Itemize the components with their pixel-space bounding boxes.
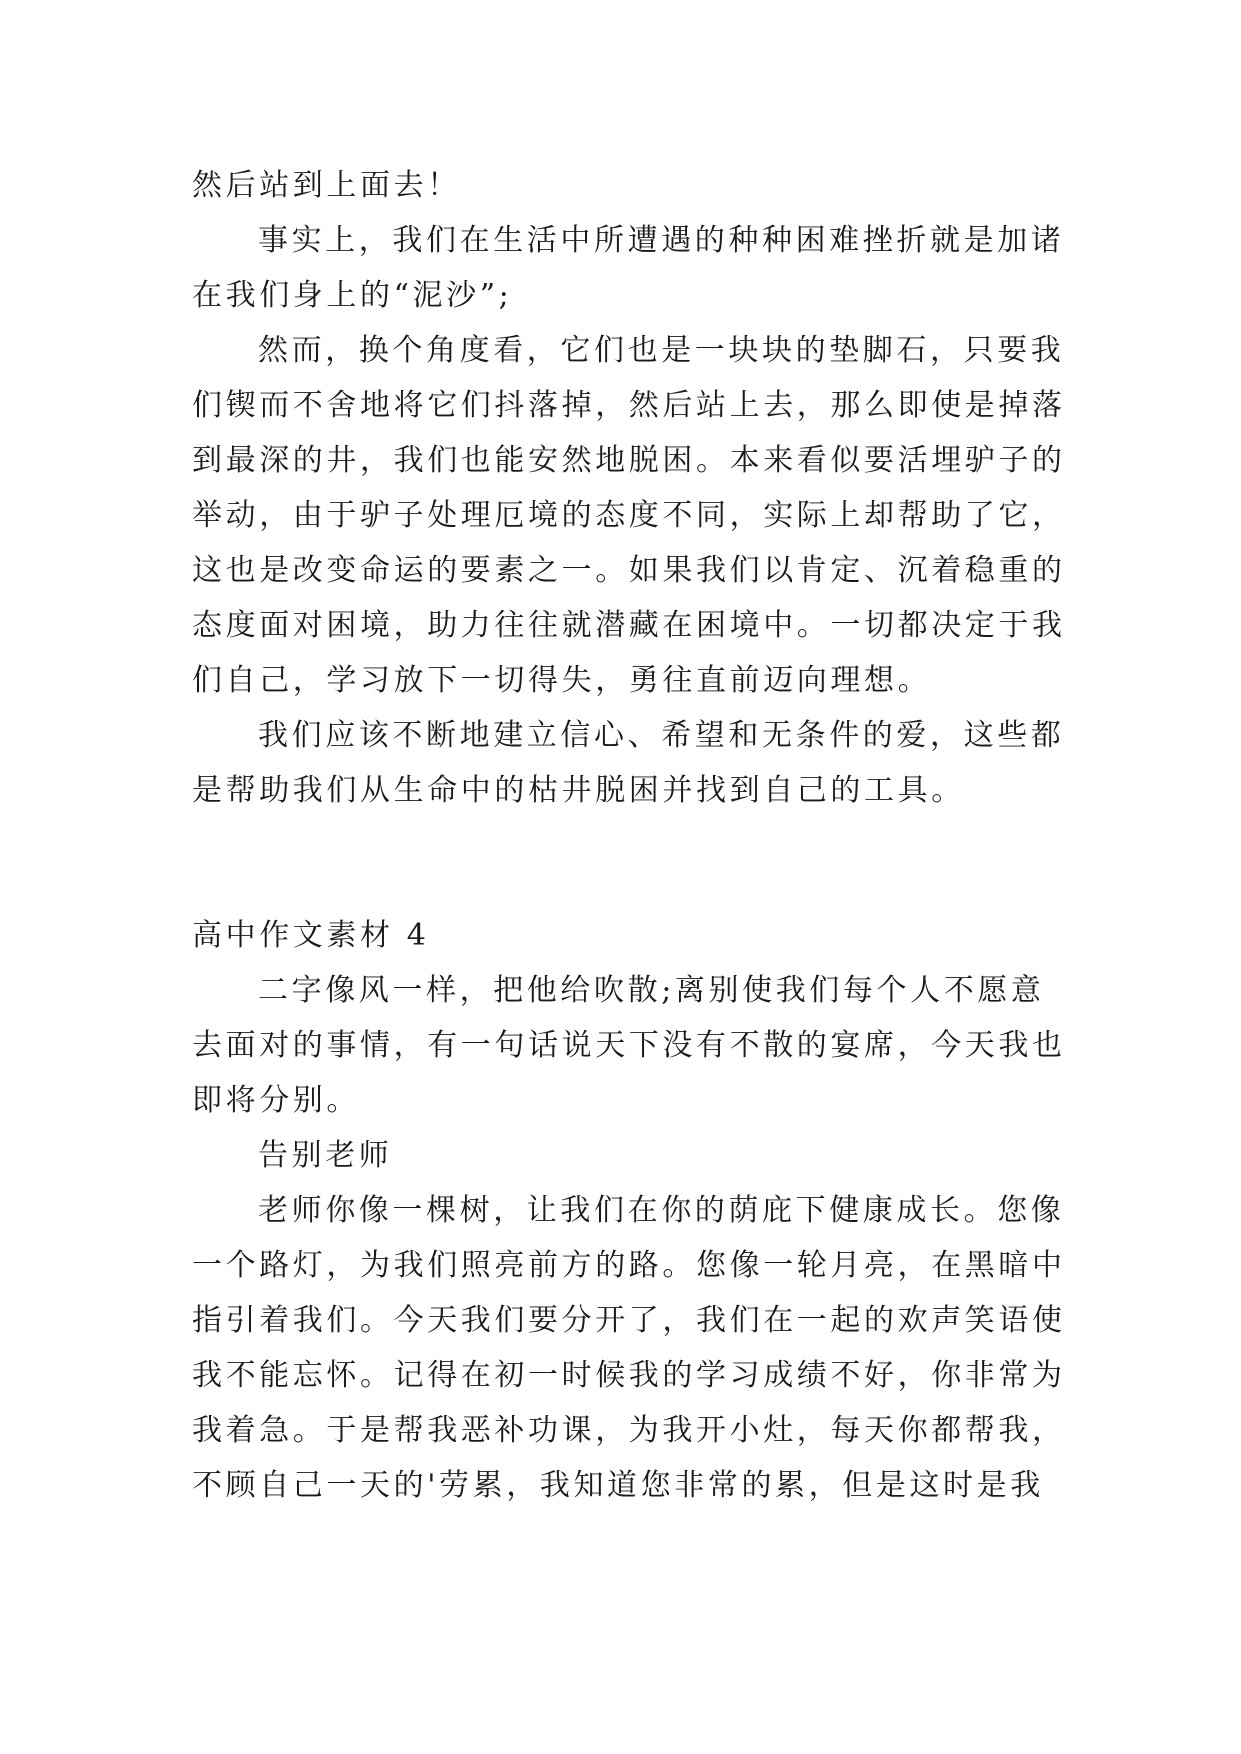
text-line: 是帮助我们从生命中的枯井脱困并找到自己的工具。 xyxy=(192,773,965,808)
paragraph-line: 二字像风一样，把他给吹散;离别使我们每个人不愿意 xyxy=(258,973,1045,1008)
text-line: 们自己，学习放下一切得失，勇往直前迈向理想。 xyxy=(192,663,932,698)
text-line: 态度面对困境，助力往往就潜藏在困境中。一切都决定于我 xyxy=(192,608,1066,643)
text-line: 到最深的井，我们也能安然地脱困。本来看似要活埋驴子的 xyxy=(192,443,1066,478)
text-line: 指引着我们。今天我们要分开了，我们在一起的欢声笑语使 xyxy=(192,1303,1066,1338)
text-line: 我不能忘怀。记得在初一时候我的学习成绩不好，你非常为 xyxy=(192,1358,1066,1393)
paragraph-line: 我们应该不断地建立信心、希望和无条件的爱，这些都 xyxy=(258,718,1065,753)
text-line: 在我们身上的“泥沙”; xyxy=(192,278,513,313)
text-line: 这也是改变命运的要素之一。如果我们以肯定、沉着稳重的 xyxy=(192,553,1066,588)
text-line: 们锲而不舍地将它们抖落掉，然后站上去，那么即使是掉落 xyxy=(192,388,1066,423)
text-line: 即将分别。 xyxy=(192,1083,360,1118)
paragraph-line: 事实上，我们在生活中所遭遇的种种困难挫折就是加诸 xyxy=(258,223,1065,258)
text-line: 去面对的事情，有一句话说天下没有不散的宴席，今天我也 xyxy=(192,1028,1066,1063)
text-line: 举动，由于驴子处理厄境的态度不同，实际上却帮助了它， xyxy=(192,498,1066,533)
text-line: 不顾自己一天的'劳累，我知道您非常的累，但是这时是我 xyxy=(192,1468,1044,1503)
paragraph-line: 然而，换个角度看，它们也是一块块的垫脚石，只要我 xyxy=(258,333,1065,368)
paragraph-line: 老师你像一棵树，让我们在你的荫庇下健康成长。您像 xyxy=(258,1193,1065,1228)
text-line: 一个路灯，为我们照亮前方的路。您像一轮月亮，在黑暗中 xyxy=(192,1248,1066,1283)
text-line: 然后站到上面去！ xyxy=(192,168,461,203)
subheading-line: 告别老师 xyxy=(258,1138,393,1173)
section-heading: 高中作文素材 4 xyxy=(192,918,430,953)
text-line: 我着急。于是帮我恶补功课，为我开小灶，每天你都帮我， xyxy=(192,1413,1066,1448)
